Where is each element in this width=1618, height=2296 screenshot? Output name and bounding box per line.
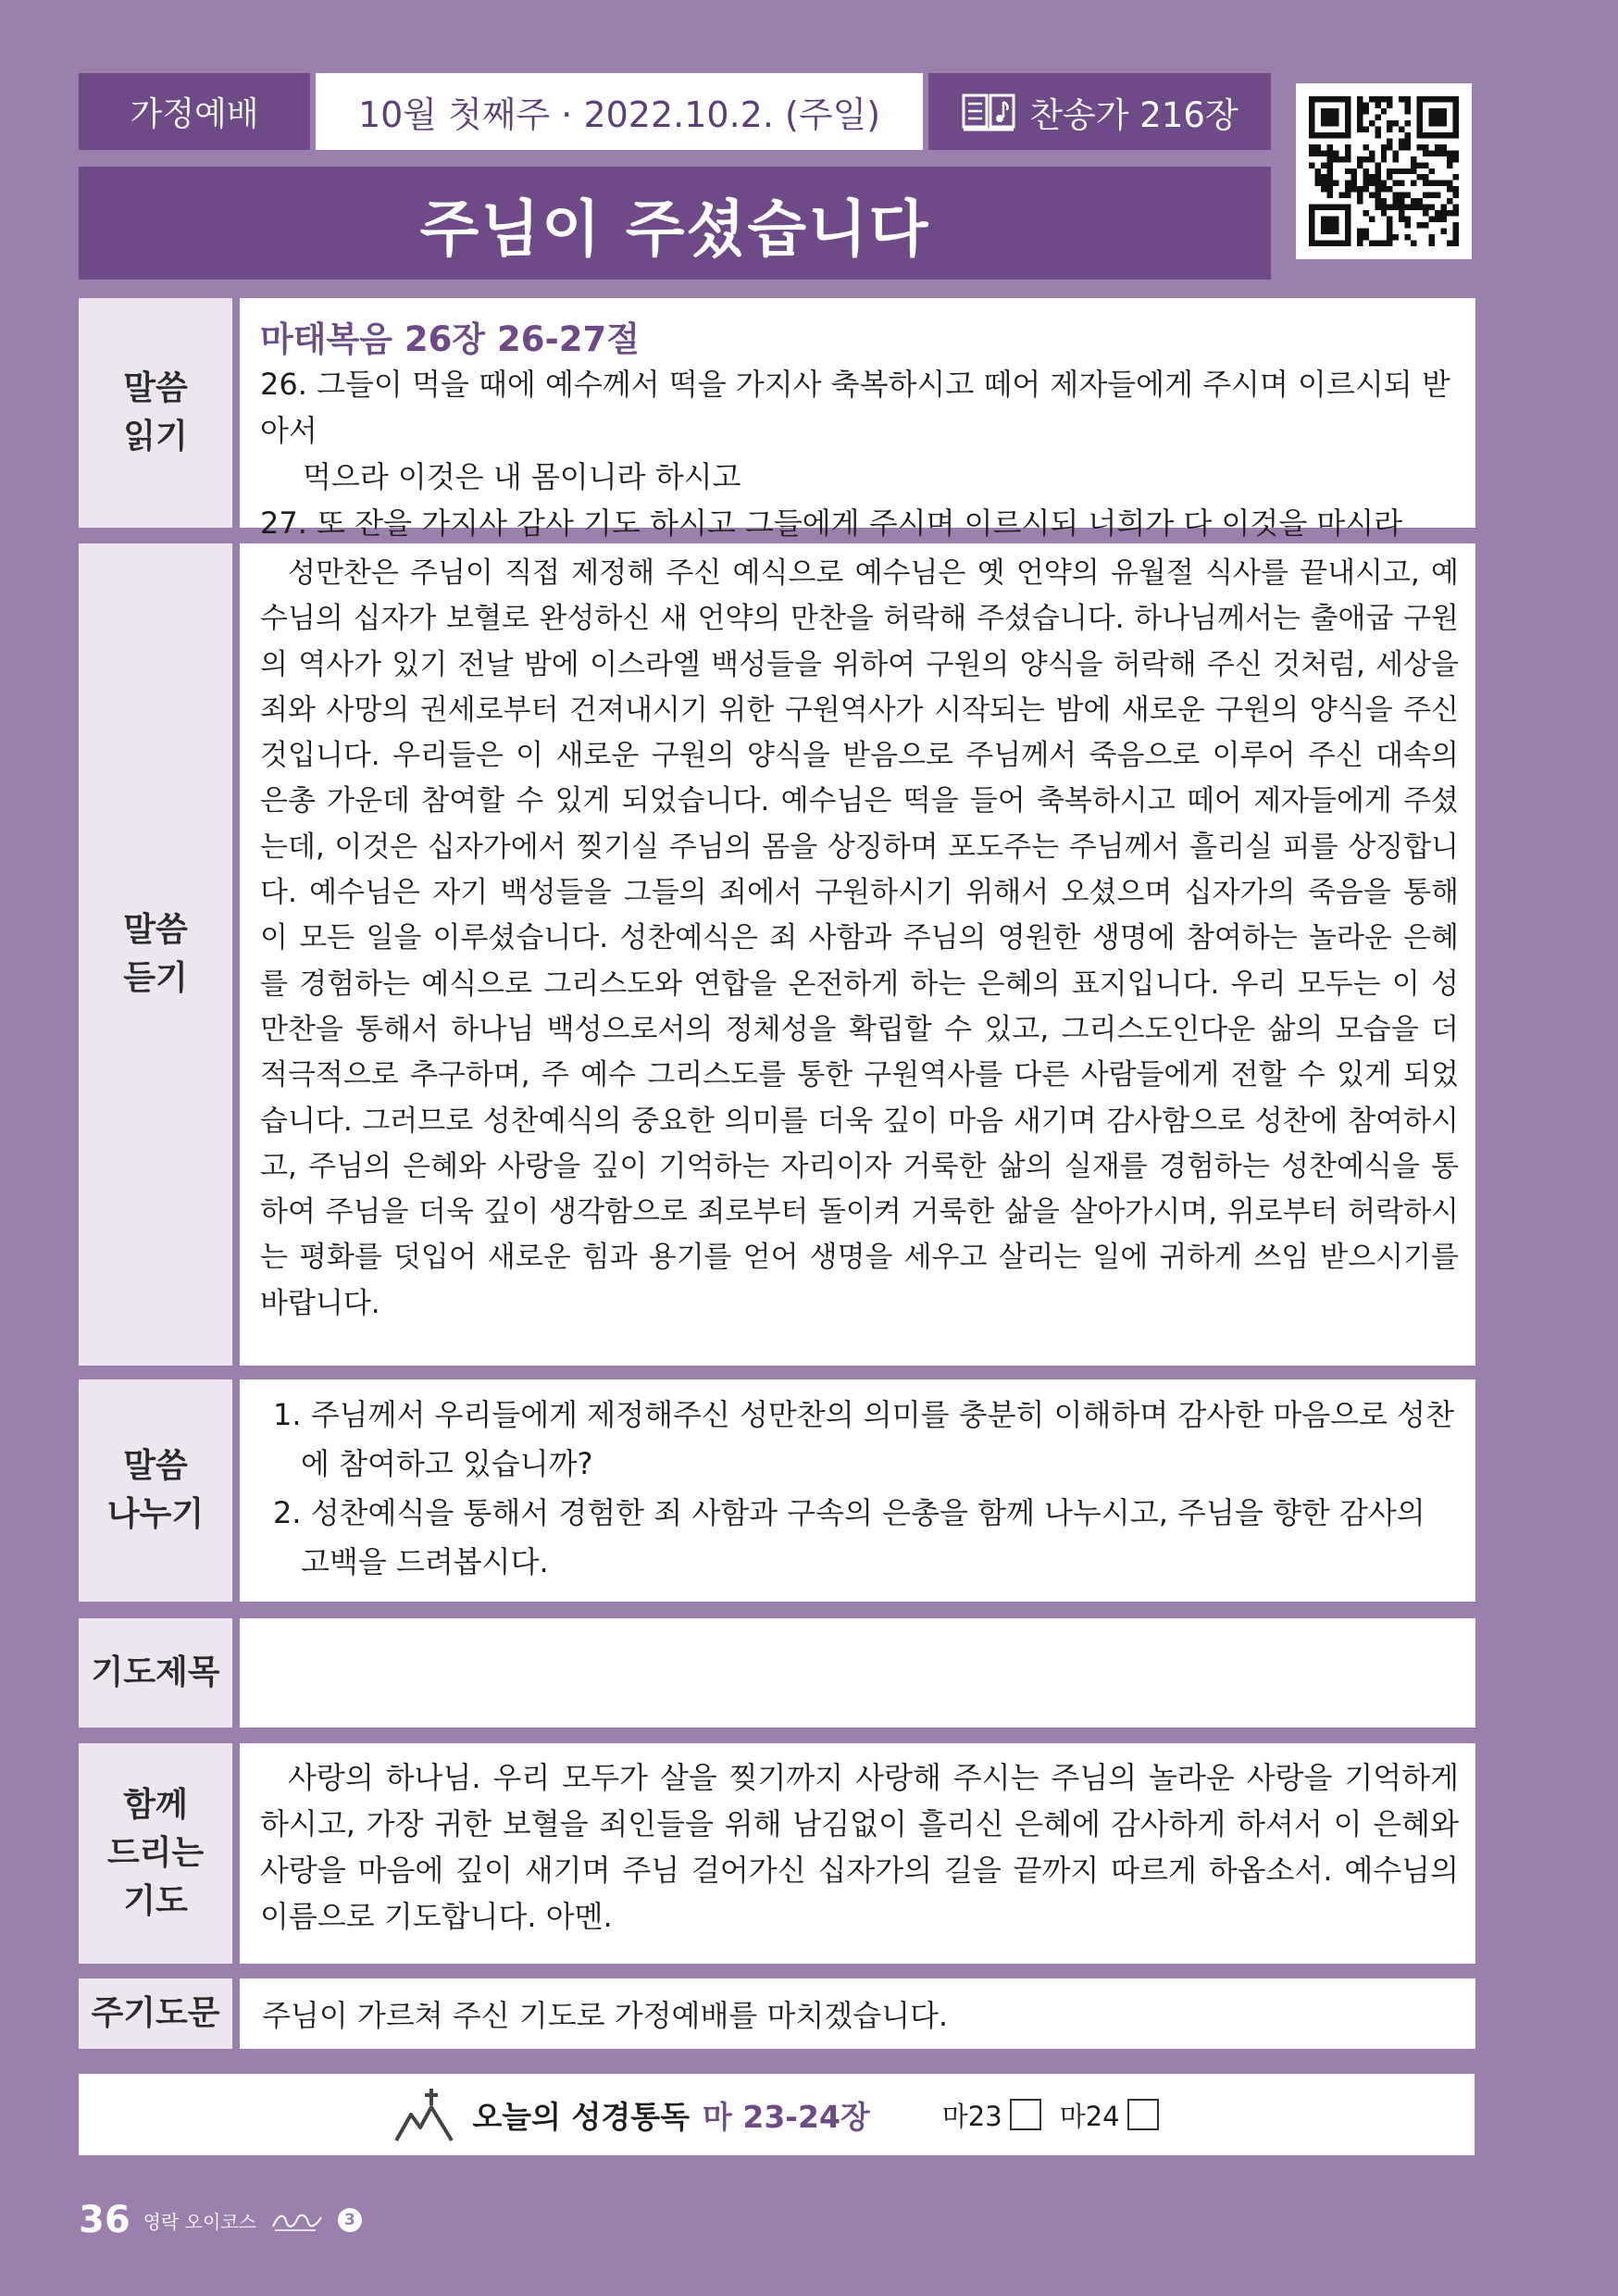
lords-prayer-text: 주님이 가르쳐 주신 기도로 가정예배를 마치겠습니다. xyxy=(240,1978,1475,2049)
mountain-cross-icon xyxy=(394,2087,461,2142)
publisher-name: 영락 오이코스 xyxy=(143,2210,256,2233)
checkbox-ma24[interactable]: 마24 xyxy=(1060,2096,1159,2134)
page-number: 36 xyxy=(79,2199,131,2241)
worship-tag: 가정예배 xyxy=(79,73,310,150)
book-icon xyxy=(961,92,1016,132)
hymn-badge xyxy=(928,73,1271,150)
question-2: 2. 성찬예식을 통해서 경험한 죄 사함과 구속의 은총을 함께 나누시고, 주님을 향한 감사의 고백을 드려봅시다. xyxy=(273,1495,1425,1579)
worship-date: 10월 첫째주 · 2022.10.2. (주일) xyxy=(316,73,923,150)
sharing-label: 말씀 나누기 xyxy=(79,1379,232,1602)
reading-plan-chapters: 마 23-24장 xyxy=(703,2098,870,2135)
hymn-label: 찬송가 216장 xyxy=(1029,94,1238,135)
scripture-reference: 마태복음 26장 26-27절 xyxy=(260,319,641,359)
reading-plan xyxy=(79,2074,1475,2155)
prayer-label: 함께 드리는 기도 xyxy=(79,1743,232,1964)
prayer-text: 사랑의 하나님. 우리 모두가 살을 찢기까지 사랑해 주시는 주님의 놀라운 사랑을 기억하게 하시고, 가장 귀한 보혈을 죄인들을 위해 남김없이 흘리신 은혜에 감사하게 하셔서 이 은혜와 사랑을 마음에 깊이 새기며 주님 걸어가신 십자가의 길을 끝까지 따르게 하옵소서. 예수님의 이름으로 기도합니다. 아멘. xyxy=(260,1760,1459,1934)
qr-code[interactable] xyxy=(1296,83,1472,259)
reading-label: 말씀 읽기 xyxy=(79,298,232,528)
prayer-title-label: 기도제목 xyxy=(79,1618,232,1728)
sermon-text: 성만찬은 주님이 직접 제정해 주신 예식으로 예수님은 옛 언약의 유월절 식사를 끝내시고, 예수님의 십자가 보혈로 완성하신 새 언약의 만찬을 허락해 주셨습니다. 하나님께서는 출애굽 구원의 역사가 있기 전날 밤에 이스라엘 백성들을 위하여 구원의 양식을 허락해 주신 것처럼, 세상을 죄와 사망의 권세로부터 건져내시기 위한 구원역사가 시작되는 밤에 새로운 구원의 양식을 주신 것입니다. 우리들은 이 새로운 구원의 양식을 받음으로 주님께서 죽음으로 이루어 주신 대속의 은총 가운데 참여할 수 있게 되었습니다. 예수님은 떡을 들어 축복하시고 떼어 제자들에게 주셨는데, 이것은 십자가에서 찢기실 주님의 몸을 상징하며 포도주는 주님께서 흘리실 피를 상징합니다. 예수님은 자기 백성들을 그들의 죄에서 구원하시기 위해서 오셨으며 십자가의 죽음을 통해 이 모든 일을 이루셨습니다. 성찬예식은 죄 사함과 주님의 영원한 생명에 참여하는 놀라운 은혜를 경험하는 예식으로 그리스도와 연합을 온전하게 하는 은혜의 표지입니다. 우리 모두는 이 성만찬을 통해서 하나님 백성으로서의 정체성을 확립할 수 있고, 그리스도인다운 삶의 모습을 더 적극적으로 추구하며, 주 예수 그리스도를 통한 구원역사를 다른 사람들에게 전할 수 있게 되었습니다. 그러므로 성찬예식의 중요한 의미를 더욱 깊이 마음 새기며 감사함으로 성찬에 참여하시고, 주님의 은혜와 사랑을 깊이 기억하는 자리이자 거룩한 삶의 실재를 경험하는 성찬예식을 통하여 주님을 더욱 깊이 생각함으로 죄로부터 돌이켜 거룩한 삶을 살아가시며, 위로부터 허락하시는 평화를 덧입어 새로운 힘과 용기를 얻어 생명을 세우고 살리는 일에 귀하게 쓰임 받으시기를 바랍니다. xyxy=(260,556,1459,1320)
lords-prayer-label: 주기도문 xyxy=(79,1978,232,2049)
checkbox-box[interactable] xyxy=(1127,2099,1159,2130)
page-footer xyxy=(79,2199,362,2241)
verse-26: 26. 그들이 먹을 때에 예수께서 떡을 가지사 축복하시고 떼어 제자들에게 주시며 이르시되 받아서 먹으라 이것은 내 몸이니라 하시고 xyxy=(260,367,1450,494)
checkbox-box[interactable] xyxy=(1010,2099,1041,2130)
sermon-title: 주님이 주셨습니다 xyxy=(79,167,1271,280)
question-1: 1. 주님께서 우리들에게 제정해주신 성만찬의 의미를 충분히 이해하며 감사한 마음으로 성찬에 참여하고 있습니까? xyxy=(273,1397,1454,1481)
sharing-content xyxy=(240,1379,1475,1602)
checkbox-ma23[interactable]: 마23 xyxy=(942,2096,1041,2134)
prayer-title-field[interactable] xyxy=(240,1618,1475,1728)
prayer-content xyxy=(240,1743,1475,1964)
reading-content xyxy=(240,298,1475,541)
oikos-logo xyxy=(269,2206,325,2234)
listening-content xyxy=(240,543,1475,1366)
reading-plan-title: 오늘의 성경통독 xyxy=(472,2098,690,2135)
verse-27: 27. 또 잔을 가지사 감사 기도 하시고 그들에게 주시며 이르시되 너희가 다 이것을 마시라 xyxy=(260,505,1403,541)
listening-label: 말씀 듣기 xyxy=(79,543,232,1366)
volume-badge: 3 xyxy=(338,2208,362,2232)
